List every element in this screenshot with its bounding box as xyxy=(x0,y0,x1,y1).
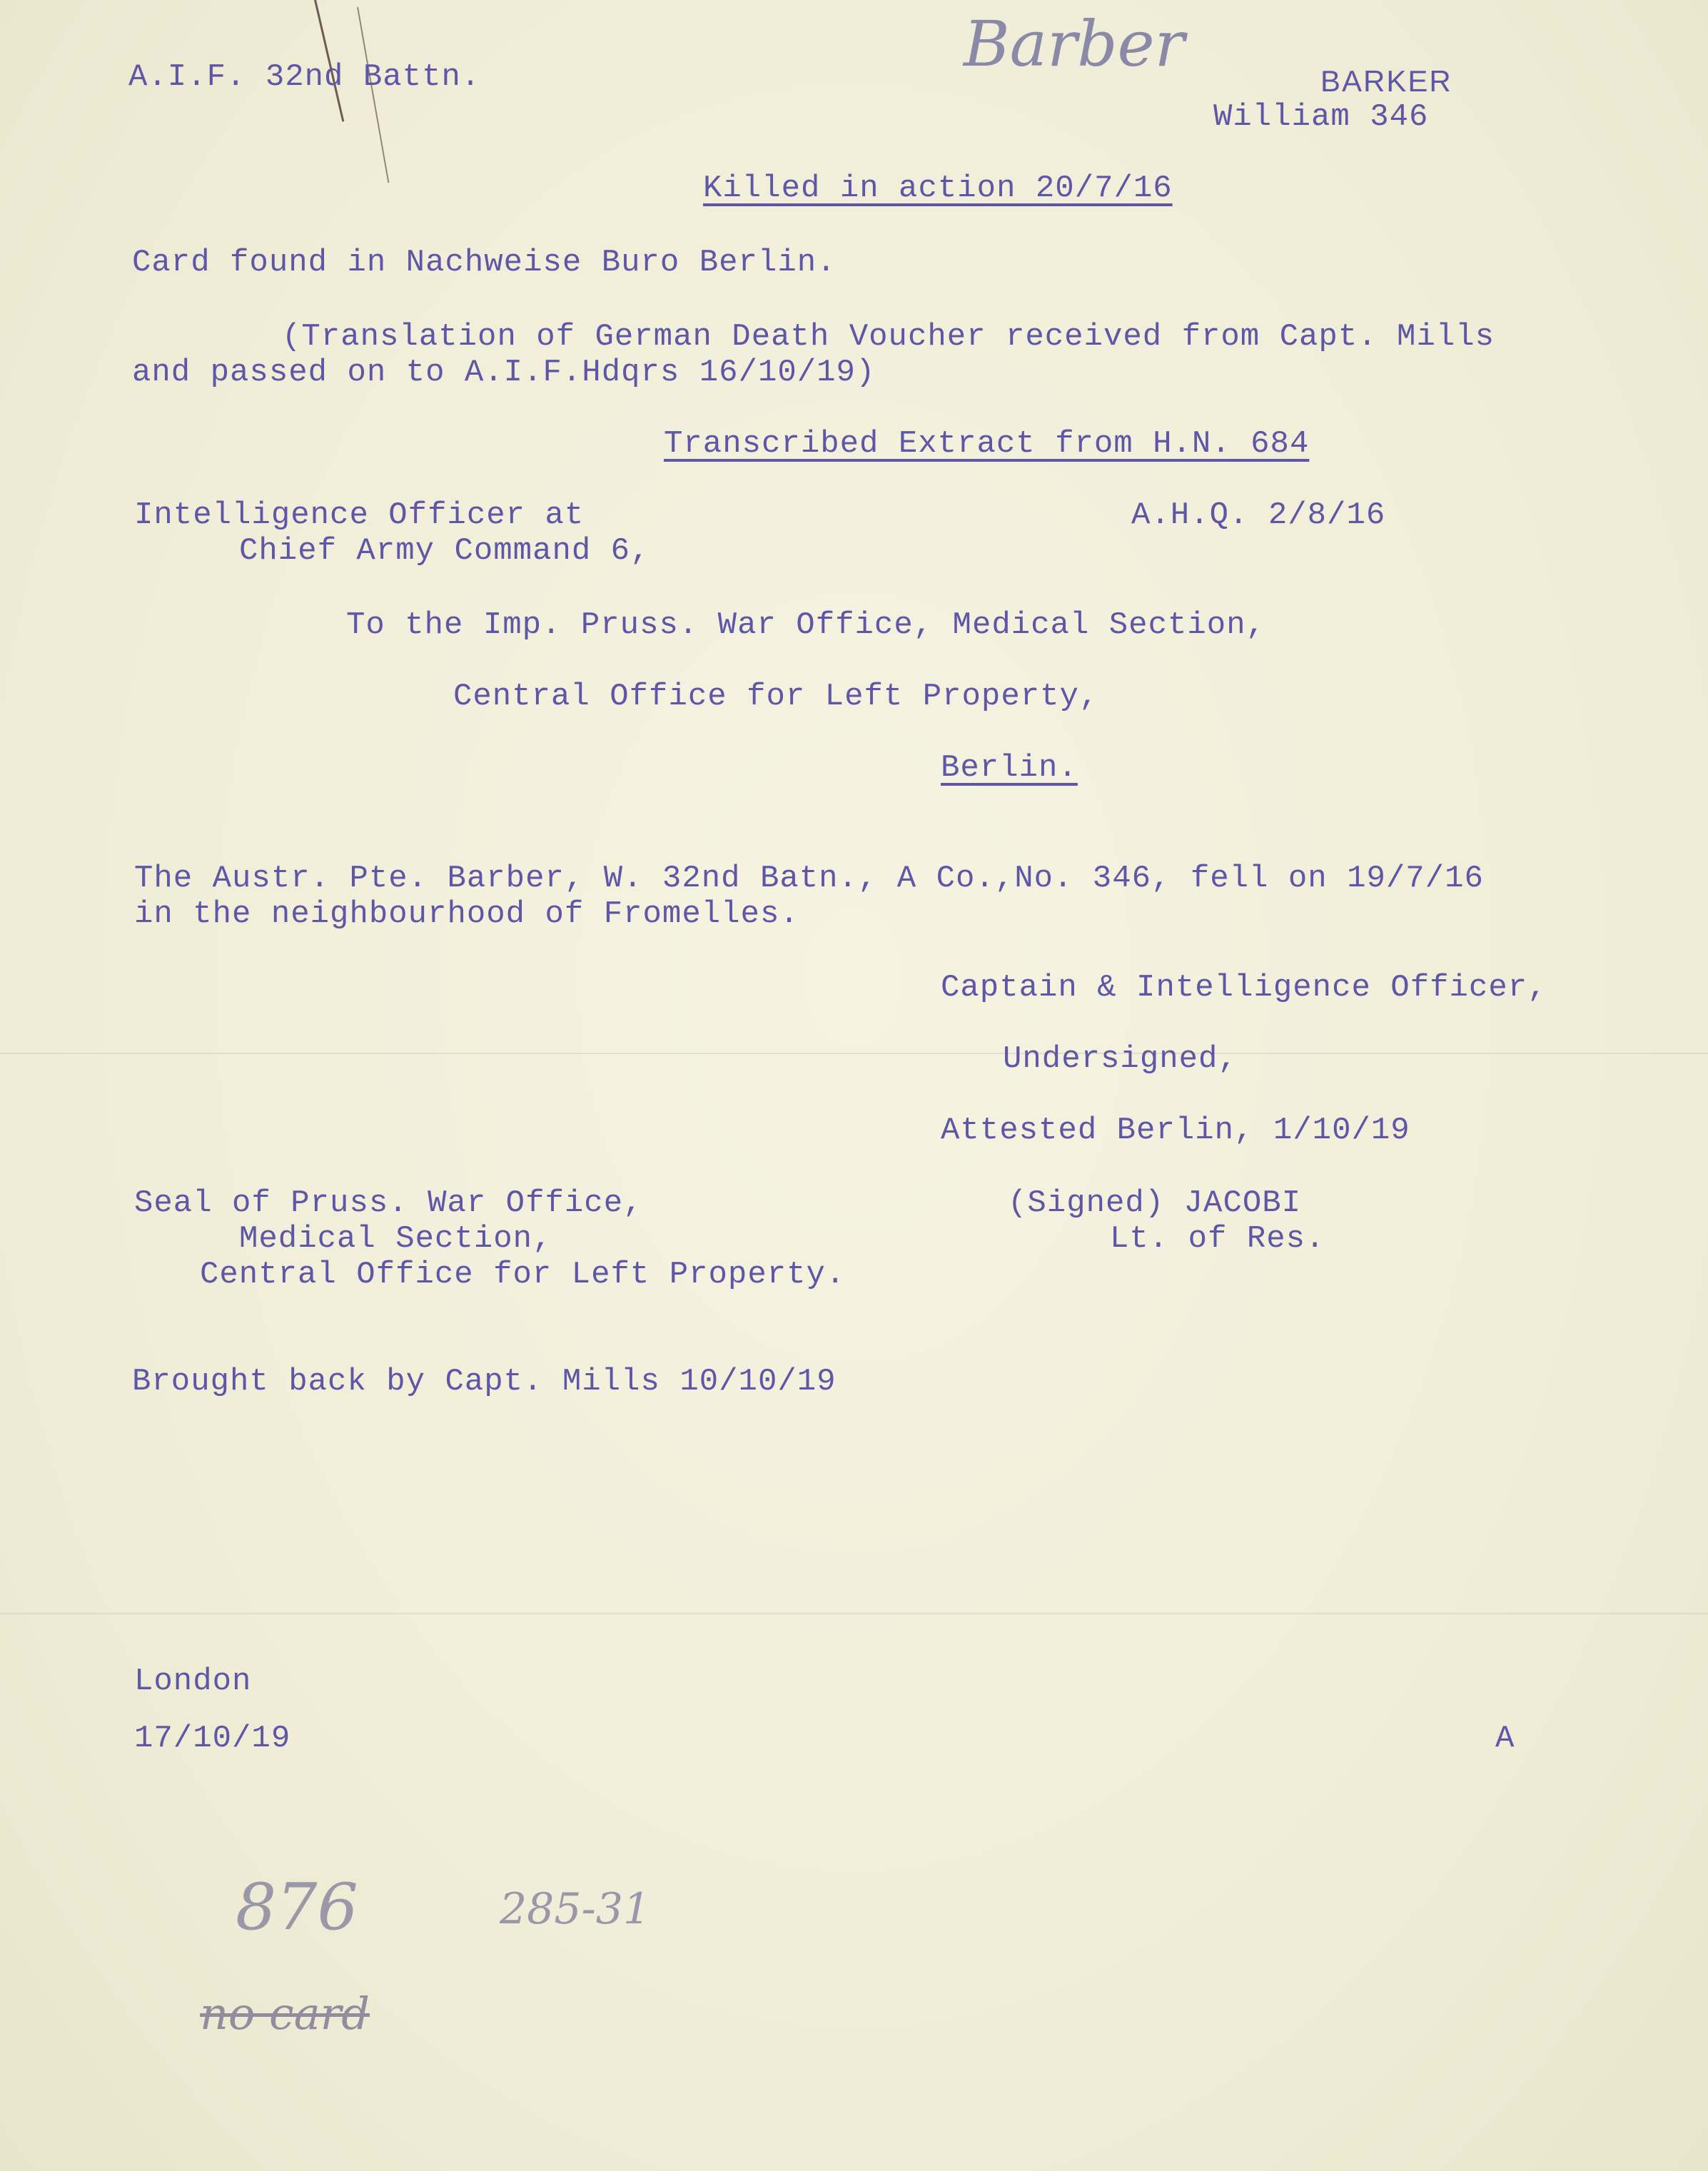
footer-place: London xyxy=(134,1664,252,1699)
footer-date: 17/10/19 xyxy=(134,1721,291,1756)
from-line-2: Chief Army Command 6, xyxy=(239,533,650,569)
from-line-1: Intelligence Officer at xyxy=(134,497,585,533)
signoff-attested: Attested Berlin, 1/10/19 xyxy=(941,1113,1410,1148)
extract-line: Transcribed Extract from H.N. 684 xyxy=(664,426,1310,462)
seal-line-1: Seal of Pruss. War Office, xyxy=(134,1185,643,1221)
handwritten-name: Barber xyxy=(964,7,1185,81)
handwritten-number: 876 xyxy=(236,1870,358,1945)
brought-back-line: Brought back by Capt. Mills 10/10/19 xyxy=(132,1364,837,1400)
seal-line-2: Medical Section, xyxy=(239,1221,552,1257)
translation-note-line-1: (Translation of German Death Voucher received from Capt. Mills xyxy=(282,319,1495,355)
body-line-1: The Austr. Pte. Barber, W. 32nd Batn., A Co.,No. 346, fell on 19/7/16 xyxy=(134,861,1484,896)
fold-line xyxy=(0,1053,1708,1054)
status-line: Killed in action 20/7/16 xyxy=(703,171,1173,206)
body-line-2: in the neighbourhood of Fromelles. xyxy=(134,896,799,932)
handwritten-ref: 285-31 xyxy=(500,1884,651,1934)
address-line-2: Central Office for Left Property, xyxy=(453,679,1099,714)
source-line: Card found in Nachweise Buro Berlin. xyxy=(132,245,837,280)
given-name-number: William 346 xyxy=(1213,99,1429,135)
signature-line-2: Lt. of Res. xyxy=(1110,1221,1325,1257)
signature-line-1: (Signed) JACOBI xyxy=(1008,1185,1302,1221)
fold-line xyxy=(0,1613,1708,1614)
signoff-rank: Captain & Intelligence Officer, xyxy=(941,970,1547,1006)
address-city: Berlin. xyxy=(941,750,1078,786)
footer-mark: A xyxy=(1495,1721,1515,1756)
handwritten-struck-note: no card xyxy=(200,1988,370,2040)
signoff-undersigned: Undersigned, xyxy=(1003,1041,1238,1077)
unit-label: A.I.F. 32nd Battn. xyxy=(128,59,481,95)
address-line-1: To the Imp. Pruss. War Office, Medical Section, xyxy=(346,607,1266,643)
seal-line-3: Central Office for Left Property. xyxy=(200,1257,846,1292)
place-date: A.H.Q. 2/8/16 xyxy=(1131,497,1386,533)
surname: BARKER xyxy=(1320,64,1452,98)
translation-note-line-2: and passed on to A.I.F.Hdqrs 16/10/19) xyxy=(132,355,876,390)
